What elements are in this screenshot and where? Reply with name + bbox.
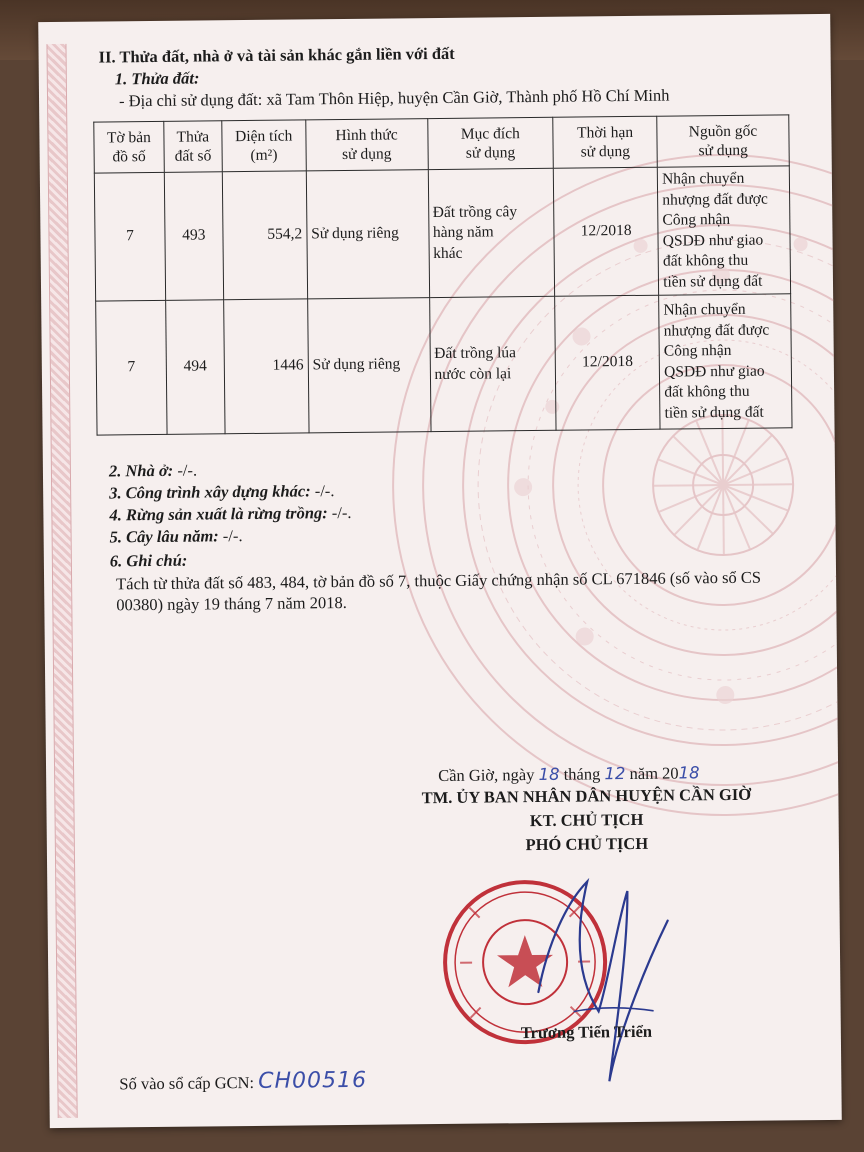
header-map-sheet: Tờ bản đồ số (94, 121, 164, 173)
item-4-label: 4. Rừng sản xuất là rừng trồng: (109, 503, 328, 525)
address-label: - Địa chỉ sử dụng đất: (118, 89, 263, 111)
cell-area: 1446 (223, 299, 308, 434)
header-parcel-no: Thửa đất số (164, 121, 222, 173)
signer-name: Trương Tiến Triển (520, 1021, 653, 1043)
item-6-label: 6. Ghi chú: (109, 550, 188, 571)
gcn-label: Số vào sổ cấp GCN: (119, 1072, 255, 1094)
date-place: Cần Giờ, ngày (438, 765, 535, 786)
cell-use-purpose: Đất trồng lúa nước còn lại (429, 296, 556, 431)
item-3-value: -/-. (314, 481, 335, 501)
cell-parcel-no: 494 (166, 300, 225, 435)
item-2-value: -/-. (177, 460, 198, 480)
date-day: 18 (538, 764, 560, 784)
cell-map-sheet: 7 (94, 172, 165, 301)
cell-use-term: 12/2018 (554, 167, 659, 296)
sign-organization: TM. ỦY BAN NHÂN DÂN HUYỆN CẦN GIỜ (421, 784, 752, 808)
issue-date-line (438, 763, 700, 786)
cell-use-term: 12/2018 (555, 295, 660, 430)
table-header-row (94, 115, 789, 173)
address-line (119, 86, 670, 112)
header-use-origin: Nguồn gốc sử dụng (657, 115, 789, 167)
certificate-page (38, 14, 842, 1128)
item-1-title: 1. Thửa đất: (114, 68, 200, 89)
address-value: xã Tam Thôn Hiệp, huyện Cần Giờ, Thành phố Hồ Chí Minh (266, 85, 670, 109)
header-use-term: Thời hạn sử dụng (553, 116, 657, 168)
date-month-label: tháng (563, 764, 601, 784)
sign-title: PHÓ CHỦ TỊCH (525, 833, 649, 855)
date-year-label: năm 20 (629, 763, 679, 784)
item-3-label: 3. Công trình xây dựng khác: (109, 481, 311, 503)
item-2-line (109, 461, 197, 482)
cell-area: 554,2 (222, 171, 307, 300)
gcn-value: CH00516 (258, 1067, 368, 1094)
table-row (96, 294, 792, 435)
header-area: Diện tích (m²) (222, 120, 306, 172)
item-3-line (109, 481, 335, 503)
cell-parcel-no: 493 (164, 172, 223, 301)
item-4-value: -/-. (331, 502, 352, 523)
header-use-form: Hình thức sử dụng (306, 119, 428, 171)
cell-use-origin: Nhận chuyển nhượng đất được Công nhận QSDĐ như giao đất không thu tiền sử dụng đất (657, 166, 790, 295)
cell-use-form: Sử dụng riêng (307, 298, 430, 433)
certificate-content (38, 14, 842, 1128)
item-5-line (110, 526, 243, 547)
item-2-label: 2. Nhà ở: (108, 460, 174, 481)
date-month: 12 (604, 764, 626, 784)
table-row (94, 166, 790, 301)
item-5-label: 5. Cây lâu năm: (109, 526, 219, 547)
land-parcel-table (93, 114, 792, 435)
cell-map-sheet: 7 (96, 300, 167, 435)
sign-kt: KT. CHỦ TỊCH (529, 809, 644, 831)
cell-use-purpose: Đất trồng cây hàng năm khác (428, 168, 555, 297)
note-text: Tách từ thửa đất số 483, 484, tờ bản đồ số 7, thuộc Giấy chứng nhận số CL 671846 (số vào sổ CS 00380) ngày 19 tháng 7 năm 2018. (116, 567, 762, 615)
date-year: 18 (678, 763, 700, 783)
item-4-line (109, 503, 351, 526)
signature-icon (477, 860, 700, 1107)
cell-use-form: Sử dụng riêng (306, 170, 429, 299)
gcn-line (119, 1067, 368, 1095)
cell-use-origin: Nhận chuyển nhượng đất được Công nhận QSDĐ như giao đất không thu tiền sử dụng đất (659, 294, 792, 429)
item-5-value: -/-. (222, 526, 243, 546)
section-title: II. Thửa đất, nhà ở và tài sản khác gắn liền với đất (98, 43, 455, 67)
header-use-purpose: Mục đích sử dụng (427, 117, 553, 169)
